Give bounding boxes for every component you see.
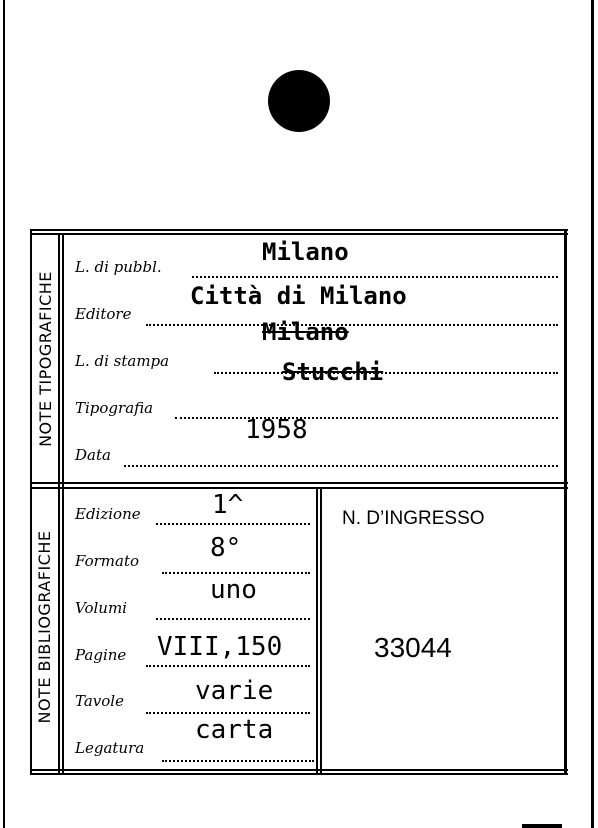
value-tavole: varie [195, 676, 274, 706]
dotted-line [175, 417, 558, 419]
value-volumi: uno [210, 575, 257, 605]
card-right-edge [591, 0, 594, 828]
dotted-line [156, 523, 310, 525]
card-left-edge [3, 0, 5, 828]
label-edizione: Edizione [75, 505, 141, 523]
dotted-line [162, 760, 314, 762]
label-tavole: Tavole [75, 692, 124, 710]
section-label-tipografiche: NOTE TIPOGRAFICHE [36, 271, 55, 447]
value-legatura: carta [195, 715, 274, 745]
label-tipografia: Tipografia [75, 399, 154, 417]
value-edizione: 1^ [212, 490, 244, 520]
dotted-line [146, 665, 310, 667]
dotted-line [146, 324, 558, 326]
label-formato: Formato [75, 552, 140, 570]
label-luogo-stampa: L. di stampa [75, 352, 170, 370]
dotted-line [192, 276, 558, 278]
value-formato: 8° [210, 533, 242, 563]
ingresso-number: 33044 [374, 632, 452, 663]
ingresso-title: N. D’INGRESSO [342, 508, 485, 529]
value-pagine: VIII,150 [157, 632, 283, 662]
value-editore: Città di Milano [190, 282, 407, 310]
dotted-line [146, 712, 310, 714]
value-tipografia: Stucchi [282, 358, 384, 386]
value-luogo-pubblicazione: Milano [262, 238, 349, 266]
bottom-mark [522, 824, 562, 828]
section-label-bibliografiche: NOTE BIBLIOGRAFICHE [35, 530, 54, 724]
label-data: Data [75, 446, 111, 464]
dotted-line [124, 465, 558, 467]
label-luogo-pubblicazione: L. di pubbl. [75, 258, 162, 276]
label-volumi: Volumi [75, 599, 127, 617]
dotted-line [162, 572, 310, 574]
dotted-line [214, 372, 558, 374]
label-pagine: Pagine [75, 646, 127, 664]
label-legatura: Legatura [75, 739, 145, 757]
punch-hole [268, 70, 330, 132]
value-luogo-stampa: Milano [262, 318, 349, 346]
value-data: 1958 [245, 415, 308, 445]
label-editore: Editore [75, 305, 132, 323]
dotted-line [156, 618, 310, 620]
